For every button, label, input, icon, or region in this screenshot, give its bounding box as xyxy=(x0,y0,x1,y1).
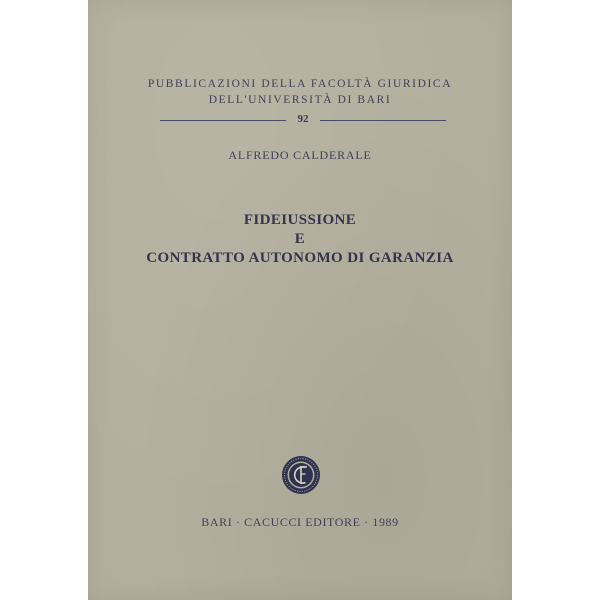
series-number: 92 xyxy=(297,113,309,125)
book-title-line-1: FIDEIUSSIONE xyxy=(243,212,357,228)
publisher-imprint: BARI · CACUCCI EDITORE · 1989 xyxy=(201,515,399,529)
author-name: ALFREDO CALDERALE xyxy=(228,148,372,162)
left-divider xyxy=(160,120,286,121)
right-divider xyxy=(320,120,446,121)
book-title-line-2: E xyxy=(294,231,306,247)
publisher-seal-graphic xyxy=(281,455,321,495)
book-title-line-3: CONTRATTO AUTONOMO DI GARANZIA xyxy=(146,250,454,266)
series-title-line-2: DELL'UNIVERSITÀ DI BARI xyxy=(208,94,392,106)
book-cover xyxy=(88,0,512,600)
series-title-line-1: PUBBLICAZIONI DELLA FACOLTÀ GIURIDICA xyxy=(147,78,453,90)
publisher-seal-icon xyxy=(281,455,321,495)
